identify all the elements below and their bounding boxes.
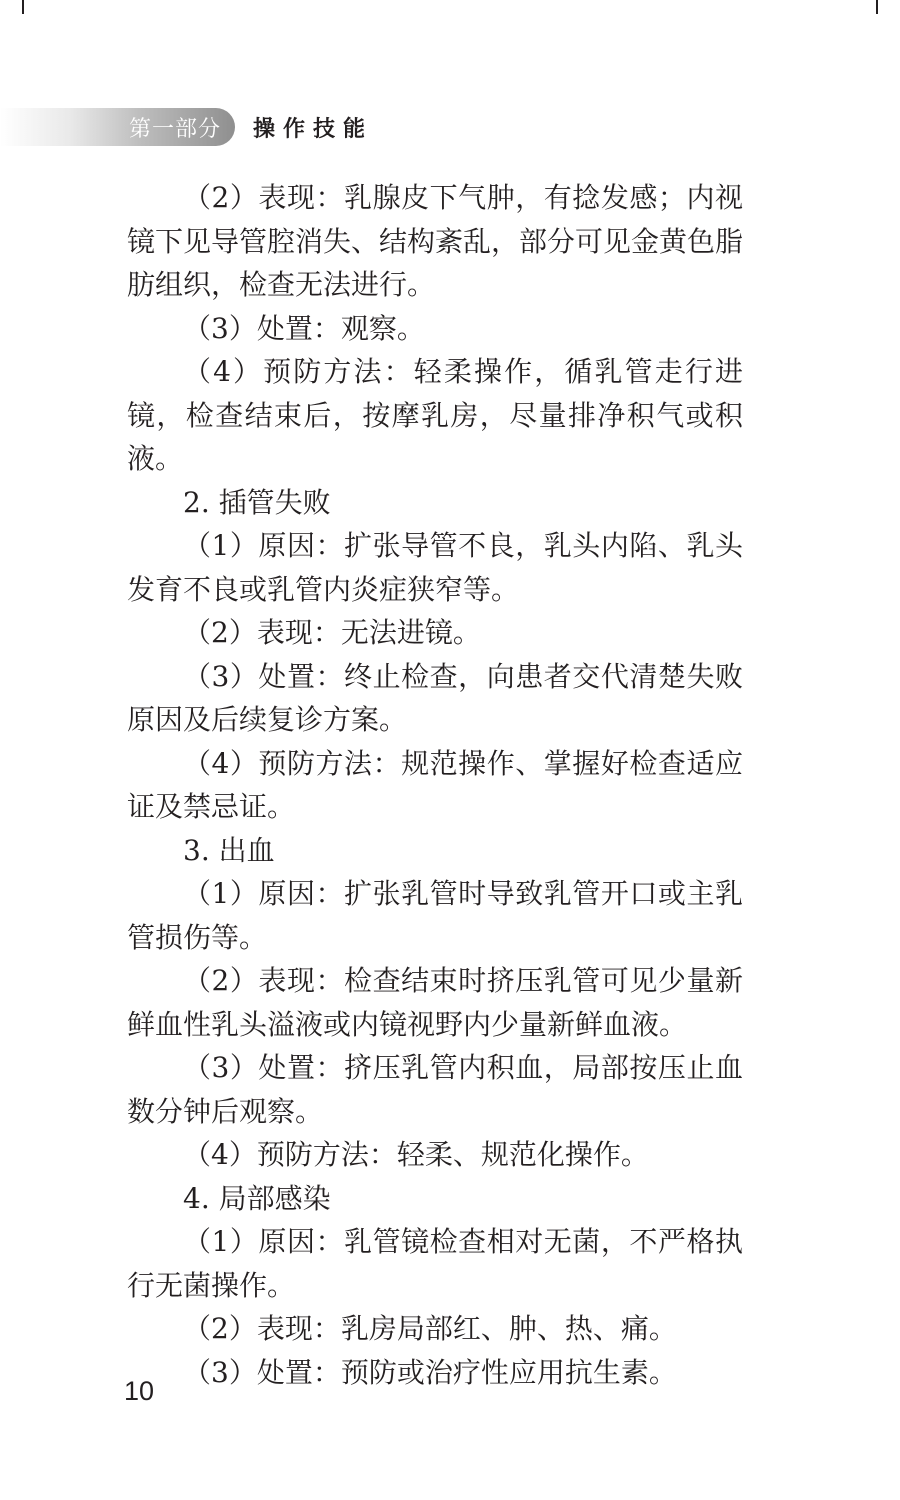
- paragraph: （2）表现：乳房局部红、肿、热、痛。: [183, 1312, 677, 1345]
- page-number: 10: [124, 1376, 155, 1406]
- paragraph: （1）原因：扩张导管不良，乳头内陷、乳头发育不良或乳管内炎症狭窄等。: [127, 529, 743, 606]
- paragraph: （1）原因：扩张乳管时导致乳管开口或主乳管损伤等。: [127, 877, 743, 954]
- paragraph: （2）表现：乳腺皮下气肿，有捻发感；内视镜下见导管腔消失、结构紊乱，部分可见金黄色脂肪组织，检查无法进行。: [127, 181, 744, 301]
- paragraph: （2）表现：无法进镜。: [183, 616, 481, 649]
- paragraph: （1）原因：乳管镜检查相对无菌，不严格执行无菌操作。: [127, 1225, 743, 1302]
- paragraph: （4）预防方法：轻柔、规范化操作。: [183, 1138, 649, 1171]
- paragraph: （2）表现：检查结束时挤压乳管可见少量新鲜血性乳头溢液或内镜视野内少量新鲜血液。: [127, 964, 743, 1041]
- crop-mark-right: [876, 0, 878, 14]
- paragraph: （3）处置：挤压乳管内积血，局部按压止血数分钟后观察。: [127, 1051, 743, 1128]
- paragraph: （3）处置：终止检查，向患者交代清楚失败原因及后续复诊方案。: [127, 659, 743, 736]
- section-title: 操作技能: [253, 116, 374, 142]
- paragraph: （4）预防方法：轻柔操作，循乳管走行进镜，检查结束后，按摩乳房，尽量排净积气或积液。: [127, 355, 743, 475]
- crop-mark-left: [22, 0, 24, 14]
- running-header: [0, 108, 520, 146]
- part-label-tab: [0, 108, 235, 146]
- subheading: 3. 出血: [183, 833, 275, 867]
- paragraph: （4）预防方法：规范操作、掌握好检查适应证及禁忌证。: [127, 746, 743, 823]
- paragraph: （3）处置：观察。: [183, 311, 425, 345]
- body-text: [127, 176, 743, 1394]
- paragraph: （3）处置：预防或治疗性应用抗生素。: [183, 1355, 677, 1389]
- subheading: 4. 局部感染: [183, 1181, 331, 1215]
- part-label: 第一部分: [128, 116, 221, 142]
- subheading: 2. 插管失败: [183, 485, 331, 519]
